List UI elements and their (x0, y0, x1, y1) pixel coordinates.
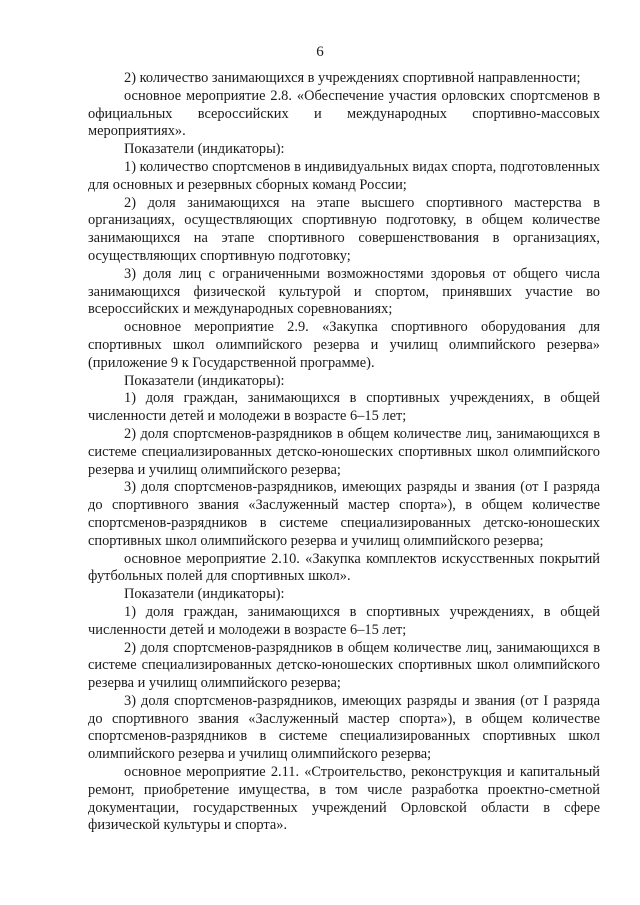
paragraph: основное мероприятие 2.11. «Строительство, реконструкция и капитальный ремонт, приобретение имущества, в том числе разработка проектно-сметной документации, государственных учреждений Орловской области в сфере физической культуры и спорта». (88, 764, 600, 834)
paragraph: 1) доля граждан, занимающихся в спортивных учреждениях, в общей численности детей и молодежи в возрасте 6–15 лет; (88, 390, 600, 425)
paragraph: основное мероприятие 2.8. «Обеспечение участия орловских спортсменов в официальных всероссийских и международных спортивно-массовых мероприятиях». (88, 87, 600, 140)
paragraph: 2) доля спортсменов-разрядников в общем количестве лиц, занимающихся в системе специализированных детско-юношеских спортивных школ олимпийского резерва и училищ олимпийского резерва; (88, 425, 600, 478)
paragraph: основное мероприятие 2.9. «Закупка спортивного оборудования для спортивных школ олимпийского резерва и училищ олимпийского резерва» (приложение 9 к Государственной программе). (88, 319, 600, 371)
paragraph: Показатели (индикаторы): (124, 141, 285, 158)
paragraph: 1) количество спортсменов в индивидуальных видах спорта, подготовленных для основных и резервных сборных команд России; (88, 158, 600, 193)
paragraph: 3) доля лиц с ограниченными возможностями здоровья от общего числа занимающихся физической культурой и спортом, принявших участие во всероссийских и международных соревнованиях; (88, 265, 600, 318)
paragraph: 2) количество занимающихся в учреждениях спортивной направленности; (124, 70, 581, 86)
paragraph: 2) доля занимающихся на этапе высшего спортивного мастерства в организациях, осуществляющих спортивную подготовку, в общем количестве занимающихся на этапе спортивного совершенствования в организациях, осуществляющих спортивную подготовку; (88, 194, 600, 264)
paragraph: основное мероприятие 2.10. «Закупка комплектов искусственных покрытий футбольных полей для спортивных школ». (88, 550, 600, 585)
paragraph: 3) доля спортсменов-разрядников, имеющих разряды и звания (от I разряда до спортивного звания «Заслуженный мастер спорта»), в общем количестве спортсменов-разрядников в системе специализированных детско-юношеских спортивных школ олимпийского резерва и училищ олимпийского резерва; (88, 479, 600, 549)
paragraph: Показатели (индикаторы): (124, 372, 285, 389)
paragraph: Показатели (индикаторы): (124, 586, 285, 603)
document-body (88, 70, 600, 835)
paragraph: 3) доля спортсменов-разрядников, имеющих разряды и звания (от I разряда до спортивного звания «Заслуженный мастер спорта»), в общем количестве спортсменов-разрядников в системе специализированных спортивных школ олимпийского резерва и училищ олимпийского резерва; (88, 692, 600, 763)
paragraph: 1) доля граждан, занимающихся в спортивных учреждениях, в общей численности детей и молодежи в возрасте 6–15 лет; (88, 603, 600, 638)
paragraph: 2) доля спортсменов-разрядников в общем количестве лиц, занимающихся в системе специализированных детско-юношеских спортивных школ олимпийского резерва и училищ олимпийского резерва; (88, 639, 600, 692)
page-number: 6 (316, 44, 324, 60)
